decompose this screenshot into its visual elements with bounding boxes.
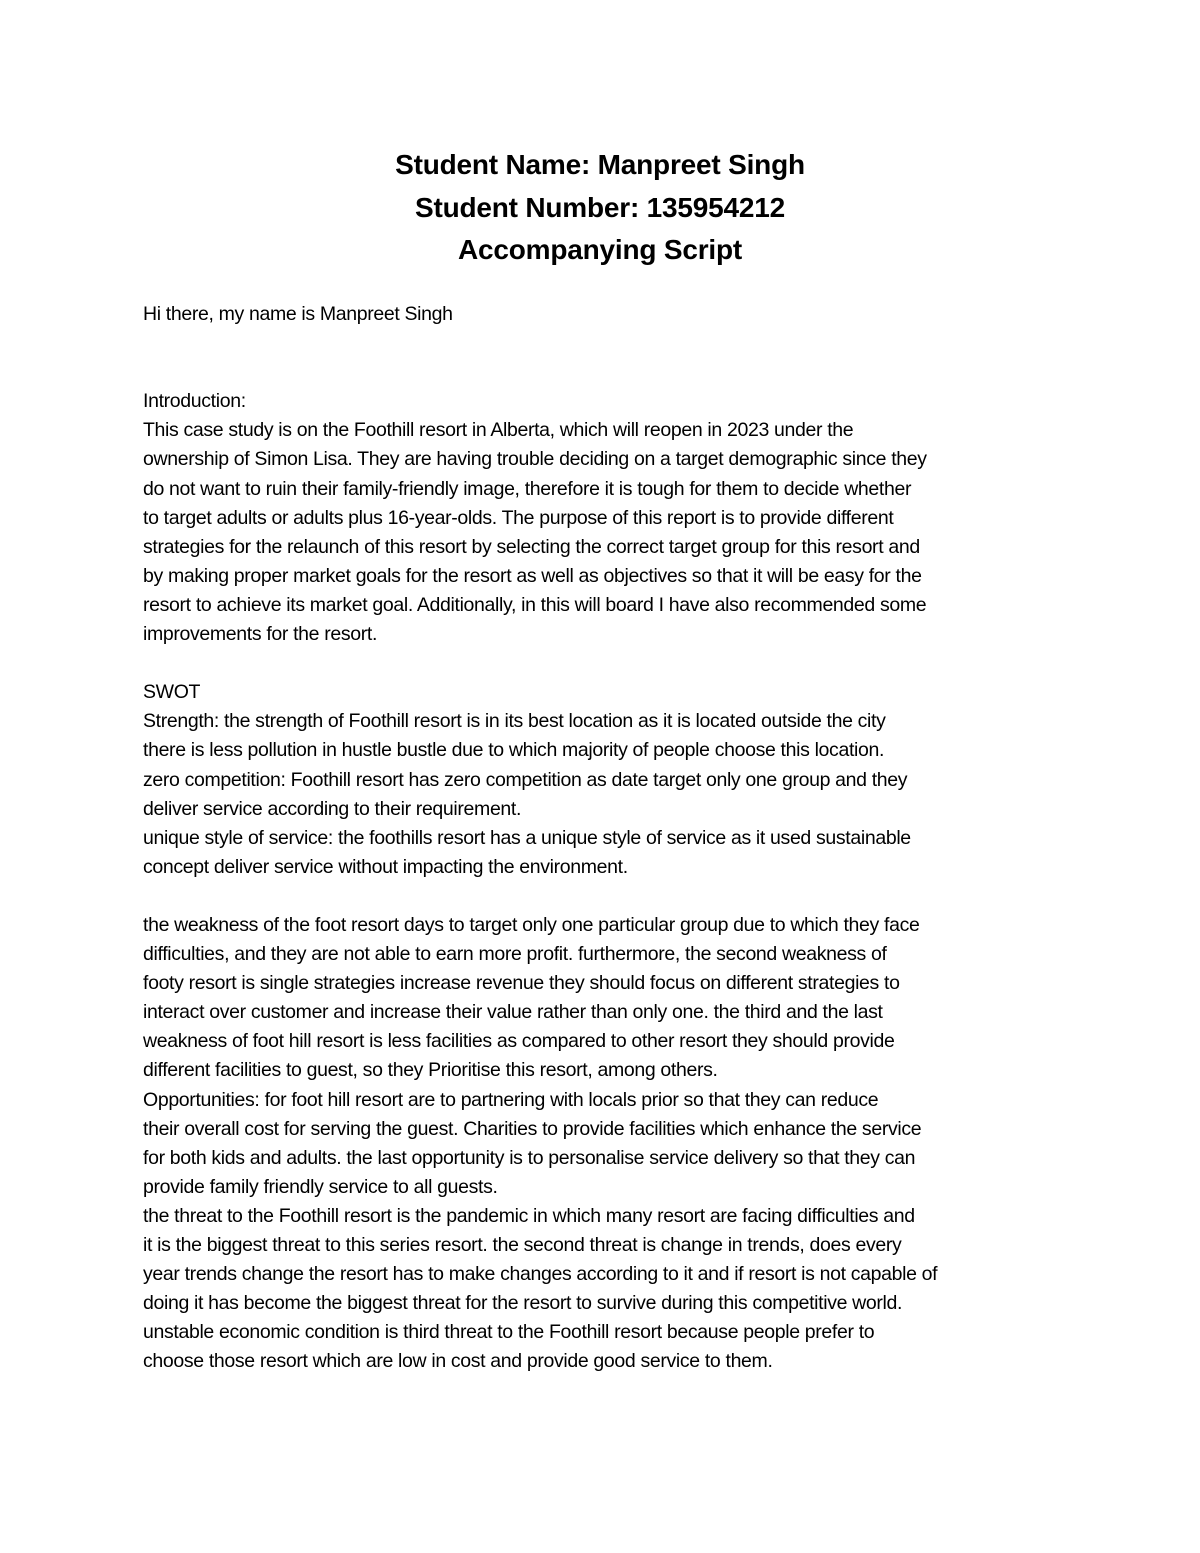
paragraph-line: there is less pollution in hustle bustle due to which majority of people choose this location. xyxy=(143,739,885,762)
paragraph-line: strategies for the relaunch of this resort by selecting the correct target group for this resort and xyxy=(143,535,920,558)
student-number-heading: Student Number: 135954212 xyxy=(414,191,786,223)
paragraph-line: year trends change the resort has to make changes according to it and if resort is not capable of xyxy=(143,1263,938,1286)
paragraph-line: resort to achieve its market goal. Additionally, in this will board I have also recommended some xyxy=(143,593,927,616)
paragraph-line: doing it has become the biggest threat for the resort to survive during this competitive world. xyxy=(143,1292,903,1315)
blank-line xyxy=(143,329,1073,358)
paragraph-line: it is the biggest threat to this series resort. the second threat is change in trends, does every xyxy=(143,1234,902,1256)
paragraph-line: Strength: the strength of Foothill resort is in its best location as it is located outside the city xyxy=(143,710,886,733)
paragraph-line: concept deliver service without impacting the environment. xyxy=(143,855,628,878)
paragraph-line: zero competition: Foothill resort has zero competition as date target only one group and they xyxy=(143,768,908,791)
document-header xyxy=(0,144,1200,272)
paragraph-line: deliver service according to their requirement. xyxy=(143,797,522,820)
blank-line xyxy=(143,649,1073,678)
paragraph-line: Opportunities: for foot hill resort are to partnering with locals prior so that they can reduce xyxy=(143,1088,879,1111)
paragraph-line: improvements for the resort. xyxy=(143,623,378,646)
swot-heading: SWOT xyxy=(143,681,201,704)
paragraph-line: by making proper market goals for the resort as well as objectives so that it will be easy for the xyxy=(143,564,922,587)
paragraph-line: ownership of Simon Lisa. They are having trouble deciding on a target demographic since they xyxy=(143,448,927,471)
document-title: Accompanying Script xyxy=(457,234,743,265)
introduction-heading: Introduction: xyxy=(143,390,246,413)
paragraph-line: to target adults or adults plus 16-year-olds. The purpose of this report is to provide different xyxy=(143,506,894,529)
paragraph-line: interact over customer and increase their value rather than only one. the third and the last xyxy=(143,1001,883,1024)
paragraph-line: choose those resort which are low in cost and provide good service to them. xyxy=(143,1350,773,1373)
paragraph-line: for both kids and adults. the last opportunity is to personalise service delivery so that they can xyxy=(143,1146,916,1169)
paragraph-line: different facilities to guest, so they Prioritise this resort, among others. xyxy=(143,1059,718,1082)
paragraph-line: the threat to the Foothill resort is the pandemic in which many resort are facing difficulties and xyxy=(143,1204,915,1227)
student-name-heading: Student Name: Manpreet Singh xyxy=(395,149,805,180)
paragraph-line: This case study is on the Foothill resort in Alberta, which will reopen in 2023 under the xyxy=(143,419,854,442)
paragraph-line: footy resort is single strategies increase revenue they should focus on different strategies to xyxy=(143,972,900,995)
paragraph-line: unstable economic condition is third threat to the Foothill resort because people prefer to xyxy=(143,1321,875,1344)
blank-line xyxy=(143,882,1073,911)
paragraph-line: provide family friendly service to all guests. xyxy=(143,1175,498,1198)
greeting-line: Hi there, my name is Manpreet Singh xyxy=(143,303,453,325)
paragraph-line: weakness of foot hill resort is less facilities as compared to other resort they should provide xyxy=(143,1030,895,1053)
paragraph-line: their overall cost for serving the guest. Charities to provide facilities which enhance the service xyxy=(143,1117,922,1140)
paragraph-line: difficulties, and they are not able to earn more profit. furthermore, the second weakness of xyxy=(143,943,887,966)
paragraph-line: do not want to ruin their family-friendly image, therefore it is tough for them to decide whether xyxy=(143,477,912,500)
blank-line xyxy=(143,358,1073,387)
paragraph-line: the weakness of the foot resort days to target only one particular group due to which they face xyxy=(143,913,920,936)
document-body xyxy=(143,300,1073,1376)
paragraph-line: unique style of service: the foothills resort has a unique style of service as it used sustainable xyxy=(143,826,911,849)
